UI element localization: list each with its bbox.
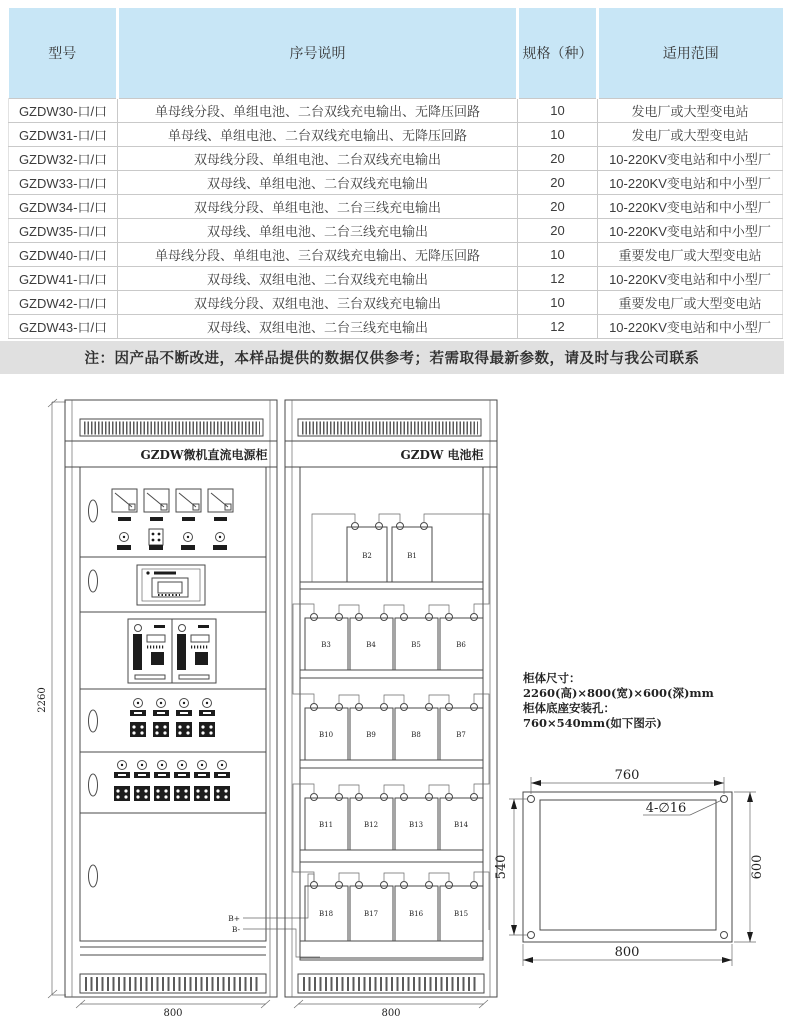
breaker-panel-6way — [114, 761, 230, 802]
dimension-760 — [531, 768, 724, 794]
cell-spec: 12 — [518, 267, 598, 291]
header-description: 序号说明 — [118, 8, 518, 99]
door-handles — [89, 500, 98, 887]
model-spec-table — [8, 8, 783, 339]
battery — [440, 882, 483, 942]
table-row — [9, 315, 783, 339]
battery-label: B1 — [407, 552, 417, 560]
mounting-hole-diagram — [494, 768, 765, 966]
dimension-600 — [734, 792, 765, 942]
battery-label: B11 — [318, 821, 334, 829]
dim-600-label: 600 — [750, 854, 765, 880]
dim-800-base-label: 800 — [614, 945, 640, 960]
cell-range: 10-220KV变电站和中小型厂 — [598, 267, 783, 291]
breaker-panel-4way — [130, 699, 215, 738]
note-bar — [0, 341, 784, 374]
cell-range: 10-220KV变电站和中小型厂 — [598, 219, 783, 243]
table-row — [9, 267, 783, 291]
battery-label: B5 — [411, 641, 421, 649]
battery-label: B6 — [456, 641, 466, 649]
battery — [305, 794, 348, 851]
cell-model: GZDW43-口/口 — [9, 315, 118, 339]
cell-desc: 双母线、双组电池、二台三线充电输出 — [118, 315, 518, 339]
spec-line-4: 760×540mm(如下图示) — [523, 716, 662, 730]
dimension-power-width — [76, 1000, 270, 1019]
dim-800-right-label: 800 — [381, 1008, 401, 1019]
header-spec-count: 规格（种） — [518, 8, 598, 99]
battery-label: B7 — [456, 731, 466, 739]
cell-desc: 双母线、单组电池、二台双线充电输出 — [118, 171, 518, 195]
cell-range: 10-220KV变电站和中小型厂 — [598, 315, 783, 339]
cell-range: 发电厂或大型变电站 — [598, 99, 783, 123]
cell-model: GZDW33-口/口 — [9, 171, 118, 195]
dimension-800-base — [523, 944, 732, 966]
vent-grille-bottom — [80, 974, 266, 993]
battery — [440, 614, 483, 671]
battery-label: B4 — [366, 641, 376, 649]
battery-label: B3 — [321, 641, 331, 649]
battery — [440, 794, 483, 851]
cell-desc: 双母线分段、单组电池、二台三线充电输出 — [118, 195, 518, 219]
cell-range: 10-220KV变电站和中小型厂 — [598, 195, 783, 219]
vent-grille-top — [80, 419, 263, 436]
cell-desc: 单母线、单组电池、二台双线充电输出、无降压回路 — [118, 123, 518, 147]
battery — [350, 794, 393, 851]
battery — [350, 704, 393, 761]
battery-shelf-5 — [305, 872, 489, 941]
analog-meter-icons — [112, 489, 233, 521]
cell-model: GZDW41-口/口 — [9, 267, 118, 291]
cell-model: GZDW34-口/口 — [9, 195, 118, 219]
dim-800-left-label: 800 — [163, 1008, 183, 1019]
table-row — [9, 195, 783, 219]
battery-shelf-1 — [312, 514, 489, 614]
battery-label: B13 — [408, 821, 424, 829]
spec-line-3: 柜体底座安装孔： — [523, 701, 615, 715]
battery-shelf-4 — [293, 784, 483, 882]
battery — [395, 882, 438, 942]
battery — [395, 614, 438, 671]
power-cabinet-title: GZDW微机直流电源柜 — [140, 448, 268, 462]
table-row — [9, 99, 783, 123]
dim-760-label: 760 — [614, 768, 640, 783]
cell-model: GZDW32-口/口 — [9, 147, 118, 171]
cell-spec: 20 — [518, 147, 598, 171]
dim-2260-label: 2260 — [37, 687, 48, 713]
cell-model: GZDW42-口/口 — [9, 291, 118, 315]
spec-line-2: 2260(高)×800(宽)×600(深)mm — [523, 686, 714, 700]
battery-label: B9 — [366, 731, 376, 739]
battery-label: B12 — [363, 821, 379, 829]
cell-spec: 10 — [518, 99, 598, 123]
cell-model: GZDW35-口/口 — [9, 219, 118, 243]
battery — [350, 614, 393, 671]
battery-shelf-3 — [305, 694, 489, 794]
dim-540-label: 540 — [494, 854, 509, 880]
dimension-cabinet-height — [37, 399, 66, 998]
hole-callout-label: 4-∅16 — [645, 801, 687, 816]
battery — [440, 704, 483, 761]
battery — [350, 882, 393, 942]
battery — [395, 794, 438, 851]
dimension-battery-width — [294, 1000, 488, 1019]
table-row — [9, 219, 783, 243]
cell-desc: 单母线分段、单组电池、二台双线充电输出、无降压回路 — [118, 99, 518, 123]
cell-spec: 10 — [518, 123, 598, 147]
battery-shelf-boards — [300, 582, 483, 958]
battery — [305, 614, 348, 671]
cell-spec: 10 — [518, 291, 598, 315]
cell-range: 重要发电厂或大型变电站 — [598, 291, 783, 315]
cell-range: 10-220KV变电站和中小型厂 — [598, 147, 783, 171]
table-header-row — [9, 8, 783, 99]
header-model: 型号 — [9, 8, 118, 99]
indicator-lamp-icons — [117, 529, 227, 550]
dimension-540 — [494, 799, 527, 935]
cell-model: GZDW40-口/口 — [9, 243, 118, 267]
battery — [395, 704, 438, 761]
battery — [305, 704, 348, 761]
b-plus-label: B+ — [228, 914, 240, 923]
table-row — [9, 147, 783, 171]
spec-line-1: 柜体尺寸： — [523, 671, 581, 685]
table-row — [9, 171, 783, 195]
cabinet-spec-text — [523, 671, 714, 730]
table-row — [9, 123, 783, 147]
cell-spec: 12 — [518, 315, 598, 339]
header-application: 适用范围 — [598, 8, 783, 99]
battery-label: B10 — [318, 731, 334, 739]
battery-cabinet-title: GZDW 电池柜 — [400, 448, 484, 462]
cell-range: 10-220KV变电站和中小型厂 — [598, 171, 783, 195]
battery-label: B17 — [363, 910, 379, 918]
table-row — [9, 243, 783, 267]
battery-label: B14 — [453, 821, 469, 829]
table-row — [9, 291, 783, 315]
cabinet-drawing — [0, 386, 790, 1036]
battery-shelf-2 — [293, 604, 483, 704]
battery-label: B18 — [318, 910, 334, 918]
note-text: 注：因产品不断改进，本样品提供的数据仅供参考；若需取得最新参数，请及时与我公司联系 — [84, 351, 700, 367]
battery-label: B8 — [411, 731, 421, 739]
battery — [347, 523, 387, 583]
cell-spec: 20 — [518, 171, 598, 195]
cell-model: GZDW30-口/口 — [9, 99, 118, 123]
cell-spec: 20 — [518, 219, 598, 243]
cell-desc: 双母线分段、单组电池、二台双线充电输出 — [118, 147, 518, 171]
battery-cabinet — [285, 400, 497, 997]
cell-desc: 双母线、单组电池、二台三线充电输出 — [118, 219, 518, 243]
charger-modules — [128, 619, 216, 683]
cell-spec: 10 — [518, 243, 598, 267]
battery-label: B2 — [362, 552, 372, 560]
cell-desc: 单母线分段、单组电池、三台双线充电输出、无降压回路 — [118, 243, 518, 267]
battery — [305, 882, 348, 942]
battery-label: B16 — [408, 910, 424, 918]
power-cabinet — [65, 400, 320, 997]
cell-spec: 20 — [518, 195, 598, 219]
vent-grille-top — [298, 419, 481, 436]
cell-model: GZDW31-口/口 — [9, 123, 118, 147]
vent-grille-bottom — [298, 974, 484, 993]
cell-range: 发电厂或大型变电站 — [598, 123, 783, 147]
monitor-display-unit — [137, 565, 205, 605]
cell-range: 重要发电厂或大型变电站 — [598, 243, 783, 267]
cell-desc: 双母线、双组电池、二台双线充电输出 — [118, 267, 518, 291]
b-minus-label: B- — [231, 925, 240, 934]
cell-desc: 双母线分段、双组电池、三台双线充电输出 — [118, 291, 518, 315]
battery — [392, 523, 432, 583]
battery-label: B15 — [453, 910, 469, 918]
